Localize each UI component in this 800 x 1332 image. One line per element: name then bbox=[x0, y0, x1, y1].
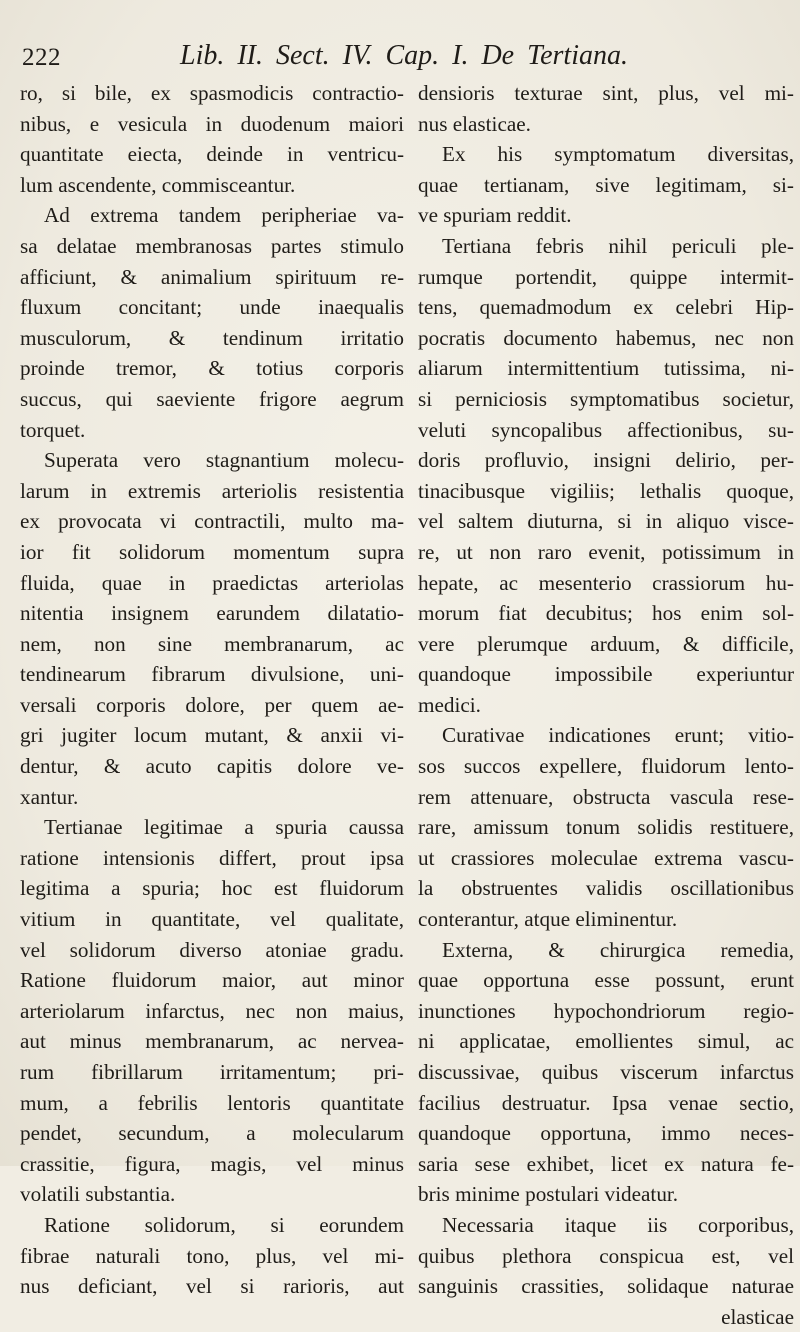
text-line: proinde tremor, & totius corporis bbox=[20, 356, 404, 381]
left-text-column bbox=[20, 78, 404, 1302]
text-line: Externa, & chirurgica remedia, bbox=[442, 937, 794, 962]
text-line: nitentia insignem earundem dilatatio- bbox=[20, 601, 404, 626]
right-text-column bbox=[418, 78, 794, 1332]
text-line: veluti syncopalibus affectionibus, su- bbox=[418, 417, 794, 442]
text-line: rum fibrillarum irritamentum; pri- bbox=[20, 1060, 404, 1084]
text-line: Ad extrema tandem peripheriae va- bbox=[44, 203, 404, 228]
text-line: tinacibusque vigiliis; lethalis quoque, bbox=[418, 478, 794, 503]
text-line: ro, si bile, ex spasmodicis contractio- bbox=[20, 81, 404, 105]
text-line: vitium in quantitate, vel qualitate, bbox=[20, 907, 404, 932]
text-line: quandoque opportuna, immo neces- bbox=[418, 1121, 794, 1146]
text-line: torquet. bbox=[20, 417, 86, 442]
text-line: ior fit solidorum momentum supra bbox=[20, 539, 404, 564]
text-line: saria sese exhibet, licet ex natura fe- bbox=[418, 1151, 794, 1176]
text-line: crassitie, figura, magis, vel minus bbox=[20, 1151, 404, 1176]
text-line: Tertiana febris nihil periculi ple- bbox=[442, 233, 794, 258]
text-line: ex provocata vi contractili, multo ma- bbox=[20, 509, 404, 534]
page-header bbox=[0, 38, 800, 78]
text-line: discussivae, quibus viscerum infarctus bbox=[418, 1060, 794, 1084]
text-line: pendet, secundum, a molecularum bbox=[20, 1121, 404, 1146]
text-line: succus, qui saeviente frigore aegrum bbox=[20, 386, 404, 411]
text-line: ve spuriam reddit. bbox=[418, 203, 572, 228]
text-line: Ex his symptomatum diversitas, bbox=[442, 142, 794, 167]
text-line: elasticae bbox=[721, 1304, 794, 1329]
text-line: bris minime postulari videatur. bbox=[418, 1182, 679, 1207]
text-line: hepate, ac mesenterio crassiorum hu- bbox=[418, 570, 794, 595]
text-line: Curativae indicationes erunt; vitio- bbox=[442, 723, 794, 748]
text-line: sos succos expellere, fluidorum lento- bbox=[418, 754, 794, 779]
text-line: musculorum, & tendinum irritatio bbox=[20, 325, 404, 350]
text-line: nus deficiant, vel si rarioris, aut bbox=[20, 1274, 404, 1299]
text-line: larum in extremis arteriolis resistentia bbox=[20, 478, 404, 503]
text-line: rumque portendit, quippe intermit- bbox=[418, 264, 794, 289]
text-line: mum, a febrilis lentoris quantitate bbox=[20, 1090, 404, 1115]
text-line: re, ut non raro evenit, potissimum in bbox=[418, 539, 794, 564]
text-line: quae opportuna esse possunt, erunt bbox=[418, 968, 794, 993]
text-line: rem attenuare, obstructa vascula rese- bbox=[418, 784, 794, 809]
text-line: Superata vero stagnantium molecu- bbox=[44, 448, 404, 473]
text-line: la obstruentes validis oscillationibus bbox=[418, 876, 794, 901]
text-line: Ratione solidorum, si eorundem bbox=[44, 1212, 404, 1237]
text-line: volatili substantia. bbox=[20, 1182, 176, 1207]
text-line: Necessaria itaque iis corporibus, bbox=[442, 1212, 794, 1237]
text-line: sa delatae membranosas partes stimulo bbox=[20, 233, 404, 258]
text-line: doris profluvio, insigni delirio, per- bbox=[418, 448, 794, 473]
text-line: gri jugiter locum mutant, & anxii vi- bbox=[20, 723, 404, 748]
text-line: nibus, e vesicula in duodenum maiori bbox=[20, 111, 404, 136]
text-line: ni applicatae, emollientes simul, ac bbox=[418, 1029, 794, 1054]
text-line: quae tertianam, sive legitimam, si- bbox=[418, 172, 794, 197]
text-line: vel saltem diuturna, si in aliquo visce- bbox=[418, 509, 794, 534]
text-line: ut crassiores moleculae extrema vascu- bbox=[418, 845, 794, 870]
text-line: versali corporis dolore, per quem ae- bbox=[20, 692, 404, 717]
text-line: tendinearum fibrarum divulsione, uni- bbox=[20, 662, 404, 687]
text-line: quantitate eiecta, deinde in ventricu- bbox=[20, 142, 404, 167]
text-line: dentur, & acuto capitis dolore ve- bbox=[20, 754, 404, 779]
text-line: sanguinis crassities, solidaque naturae bbox=[418, 1274, 794, 1299]
text-line: ratione intensionis differt, prout ipsa bbox=[20, 845, 404, 870]
text-line: conterantur, atque eliminentur. bbox=[418, 907, 678, 932]
text-line: facilius destruatur. Ipsa venae sectio, bbox=[418, 1090, 794, 1115]
text-line: aut minus membranarum, ac nervea- bbox=[20, 1029, 404, 1054]
text-line: vel solidorum diverso atoniae gradu. bbox=[20, 937, 404, 962]
text-line: vere plerumque arduum, & difficile, bbox=[418, 631, 794, 656]
text-line: fibrae naturali tono, plus, vel mi- bbox=[20, 1243, 404, 1268]
text-line: densioris texturae sint, plus, vel mi- bbox=[418, 81, 794, 105]
text-line: si perniciosis symptomatibus societur, bbox=[418, 386, 794, 411]
text-line: legitima a spuria; hoc est fluidorum bbox=[20, 876, 404, 901]
text-line: tens, quemadmodum ex celebri Hip- bbox=[418, 295, 794, 320]
text-line: rare, amissum tonum solidis restituere, bbox=[418, 815, 794, 840]
text-line: fluxum concitant; unde inaequalis bbox=[20, 295, 404, 320]
text-line: nem, non sine membranarum, ac bbox=[20, 631, 404, 656]
running-head: Lib. II. Sect. IV. Cap. I. De Tertiana. bbox=[180, 40, 628, 71]
text-line: fluida, quae in praedictas arteriolas bbox=[20, 570, 404, 595]
text-line: medici. bbox=[418, 692, 481, 717]
text-line: pocratis documento habemus, nec non bbox=[418, 325, 794, 350]
text-line: Ratione fluidorum maior, aut minor bbox=[20, 968, 404, 993]
text-line: afficiunt, & animalium spirituum re- bbox=[20, 264, 404, 289]
text-line: arteriolarum infarctus, nec non maius, bbox=[20, 998, 404, 1023]
text-line: xantur. bbox=[20, 784, 79, 809]
text-line: lum ascendente, commisceantur. bbox=[20, 172, 296, 197]
page-number: 222 bbox=[22, 44, 61, 71]
text-line: Tertianae legitimae a spuria caussa bbox=[44, 815, 404, 840]
text-line: inunctiones hypochondriorum regio- bbox=[418, 998, 794, 1023]
text-line: morum fiat decubitus; hos enim sol- bbox=[418, 601, 794, 626]
text-line: nus elasticae. bbox=[418, 111, 531, 136]
text-line: quandoque impossibile experiuntur bbox=[418, 662, 794, 687]
text-line: aliarum intermittentium tutissima, ni- bbox=[418, 356, 794, 381]
text-line: quibus plethora conspicua est, vel bbox=[418, 1243, 794, 1268]
